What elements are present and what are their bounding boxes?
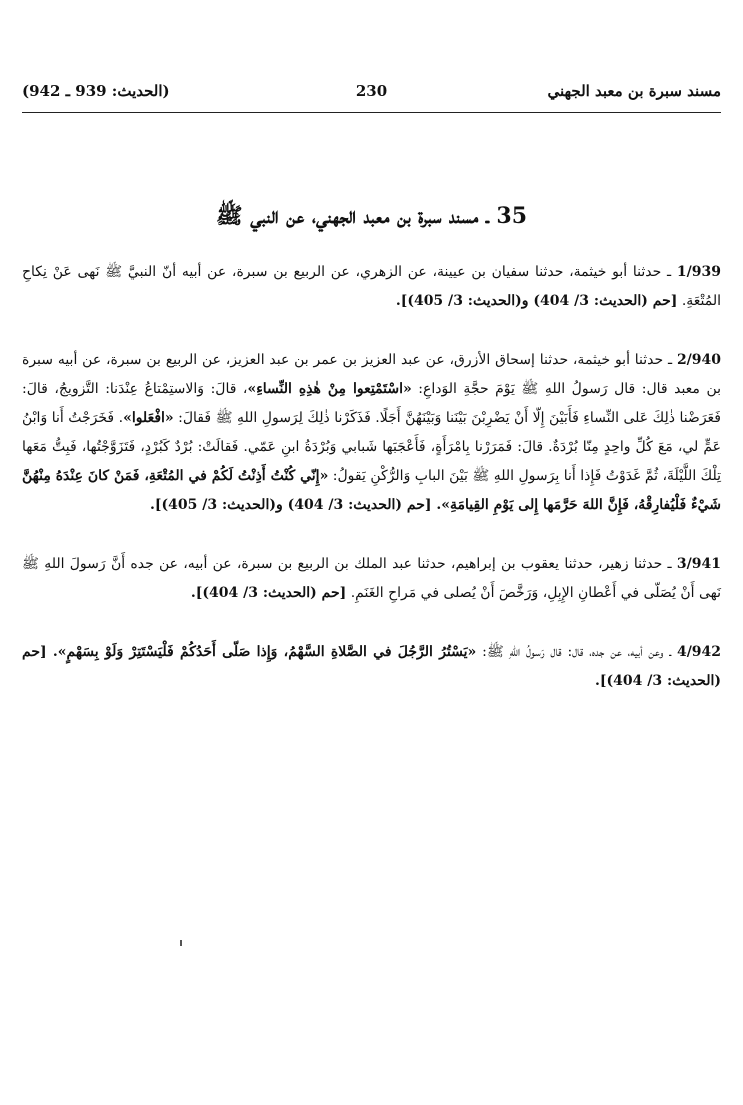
prophetic-quote: «افْعَلوا» xyxy=(123,410,174,426)
hadith-number: 3/941 xyxy=(676,556,721,572)
hadith-number: 2/940 xyxy=(676,352,722,368)
hadith-reference: [حم (الحديث: 3/ 404)]. xyxy=(190,585,347,601)
hadith-939 xyxy=(22,258,721,316)
page-number: 230 xyxy=(355,82,388,100)
hadith-text: ـ حدثنا زهير، حدثنا يعقوب بن إبراهيم، حدثنا عبد الملك بن الربيع بن سبرة، عن أبيه، عن جده أَنَّ رَسولَ اللهِ ﷺ نَهى أَنْ يُصَلّى في أَعْطانِ الإِبِلِ، وَرَخَّصَ أَنْ يُصلى في مَراحِ الغَنَمِ. xyxy=(22,556,721,601)
prophetic-quote: «اسْتَمْتِعوا مِنْ هٰذِهِ النِّساءِ» xyxy=(247,381,412,397)
hadith-number: 1/939 xyxy=(676,264,721,280)
hadith-number: 4/942 xyxy=(676,644,722,660)
chapter-title: 35 ـ مسند سبرة بن معبد الجهني، عن النبي ﷺ xyxy=(215,203,528,229)
running-header xyxy=(22,82,721,108)
hadith-942 xyxy=(22,638,721,696)
hadith-text: ـ وعن أبيه، عن جده، قال: قال رَسولُ اللهِ ﷺ: xyxy=(482,644,672,660)
prophetic-quote: «إِنّي كُنْتُ أَذِنْتُ لَكُمْ في المُتْعَةِ، فَمَنْ كانَ عِنْدَهُ مِنْهُنَّ شَيْءٌ فَلْيُفارِقْهُ، فَإِنَّ اللهَ حَرَّمَها إِلى يَوْمِ القِيامَةِ» xyxy=(22,468,721,513)
hadith-941 xyxy=(22,550,721,608)
scan-mark xyxy=(180,940,182,946)
hadith-range: (الحديث: 939 ـ 942) xyxy=(22,82,170,100)
hadith-940 xyxy=(22,346,721,520)
hadith-text: . فَخَرَجْتُ أَنا وَابْنُ عَمٍّ لي، مَعَ كُلِّ واحِدٍ مِنّا بُرْدَةٌ. قالَ: فَمَرَرْنا بِامْرَأَةٍ، فَأَعْجَبَها شَبابي وَبُرْدَةُ ابنِ عَمّي. فَقالَتْ: بُرْدٌ كَبُرْدٍ، فَتَزَوَّجْتُها، فَبِتُّ مَعَها تِلْكَ اللَّيْلَةَ، ثُمَّ غَدَوْتُ فَإِذا أَنا بِرَسولِ اللهِ ﷺ بَيْنَ البابِ وَالرُّكْنِ يَقولُ: xyxy=(22,410,722,484)
hadith-reference: . [حم (الحديث: 3/ 404)]. xyxy=(22,644,721,689)
header-rule xyxy=(22,112,721,113)
hadith-body xyxy=(22,258,721,726)
hadith-reference: [حم (الحديث: 3/ 404) و(الحديث: 3/ 405)]. xyxy=(395,293,678,309)
hadith-text: ـ حدثنا أبو خيثمة، حدثنا إسحاق الأزرق، عن عبد العزيز بن عمر بن عبد العزيز، عن الربيع بن سبرة، عن أبيه سبرة بن معبد قال: قال رَسولُ اللهِ ﷺ يَوْمَ حجَّةِ الوَداعِ: xyxy=(22,352,721,397)
hadith-text: ـ حدثنا أبو خيثمة، حدثنا سفيان بن عيينة، عن الزهري، عن الربيع بن سبرة، عن أبيه أنّ النبيَّ ﷺ نَهى عَنْ نِكاحِ المُتْعَةِ. xyxy=(22,264,721,309)
running-title: مسند سبرة بن معبد الجهني xyxy=(547,82,721,100)
hadith-text: ، قالَ: وَالاستِمْتاعُ عِنْدَنا: التَّزويجُ، قالَ: فَعَرَضْنا ذٰلِكَ عَلى النِّساءِ فَأَبَيْنَ إِلّا أَنْ يَضْرِبْنَ بَيْنَنا وَبَيْنَهُنَّ أَجَلًا. فَذَكَرْنا ذٰلِكَ لِرَسولِ اللهِ ﷺ فَقالَ: xyxy=(22,381,721,426)
hadith-reference: . [حم (الحديث: 3/ 404) و(الحديث: 3/ 405)]. xyxy=(150,497,442,513)
prophetic-quote: «يَسْتُرُ الرَّجُلَ في الصَّلاةِ السَّهْمُ، وَإِذا صَلّى أَحَدُكُمْ فَلْيَسْتَتِرْ وَلَوْ بِسَهْمٍ» xyxy=(57,644,477,660)
